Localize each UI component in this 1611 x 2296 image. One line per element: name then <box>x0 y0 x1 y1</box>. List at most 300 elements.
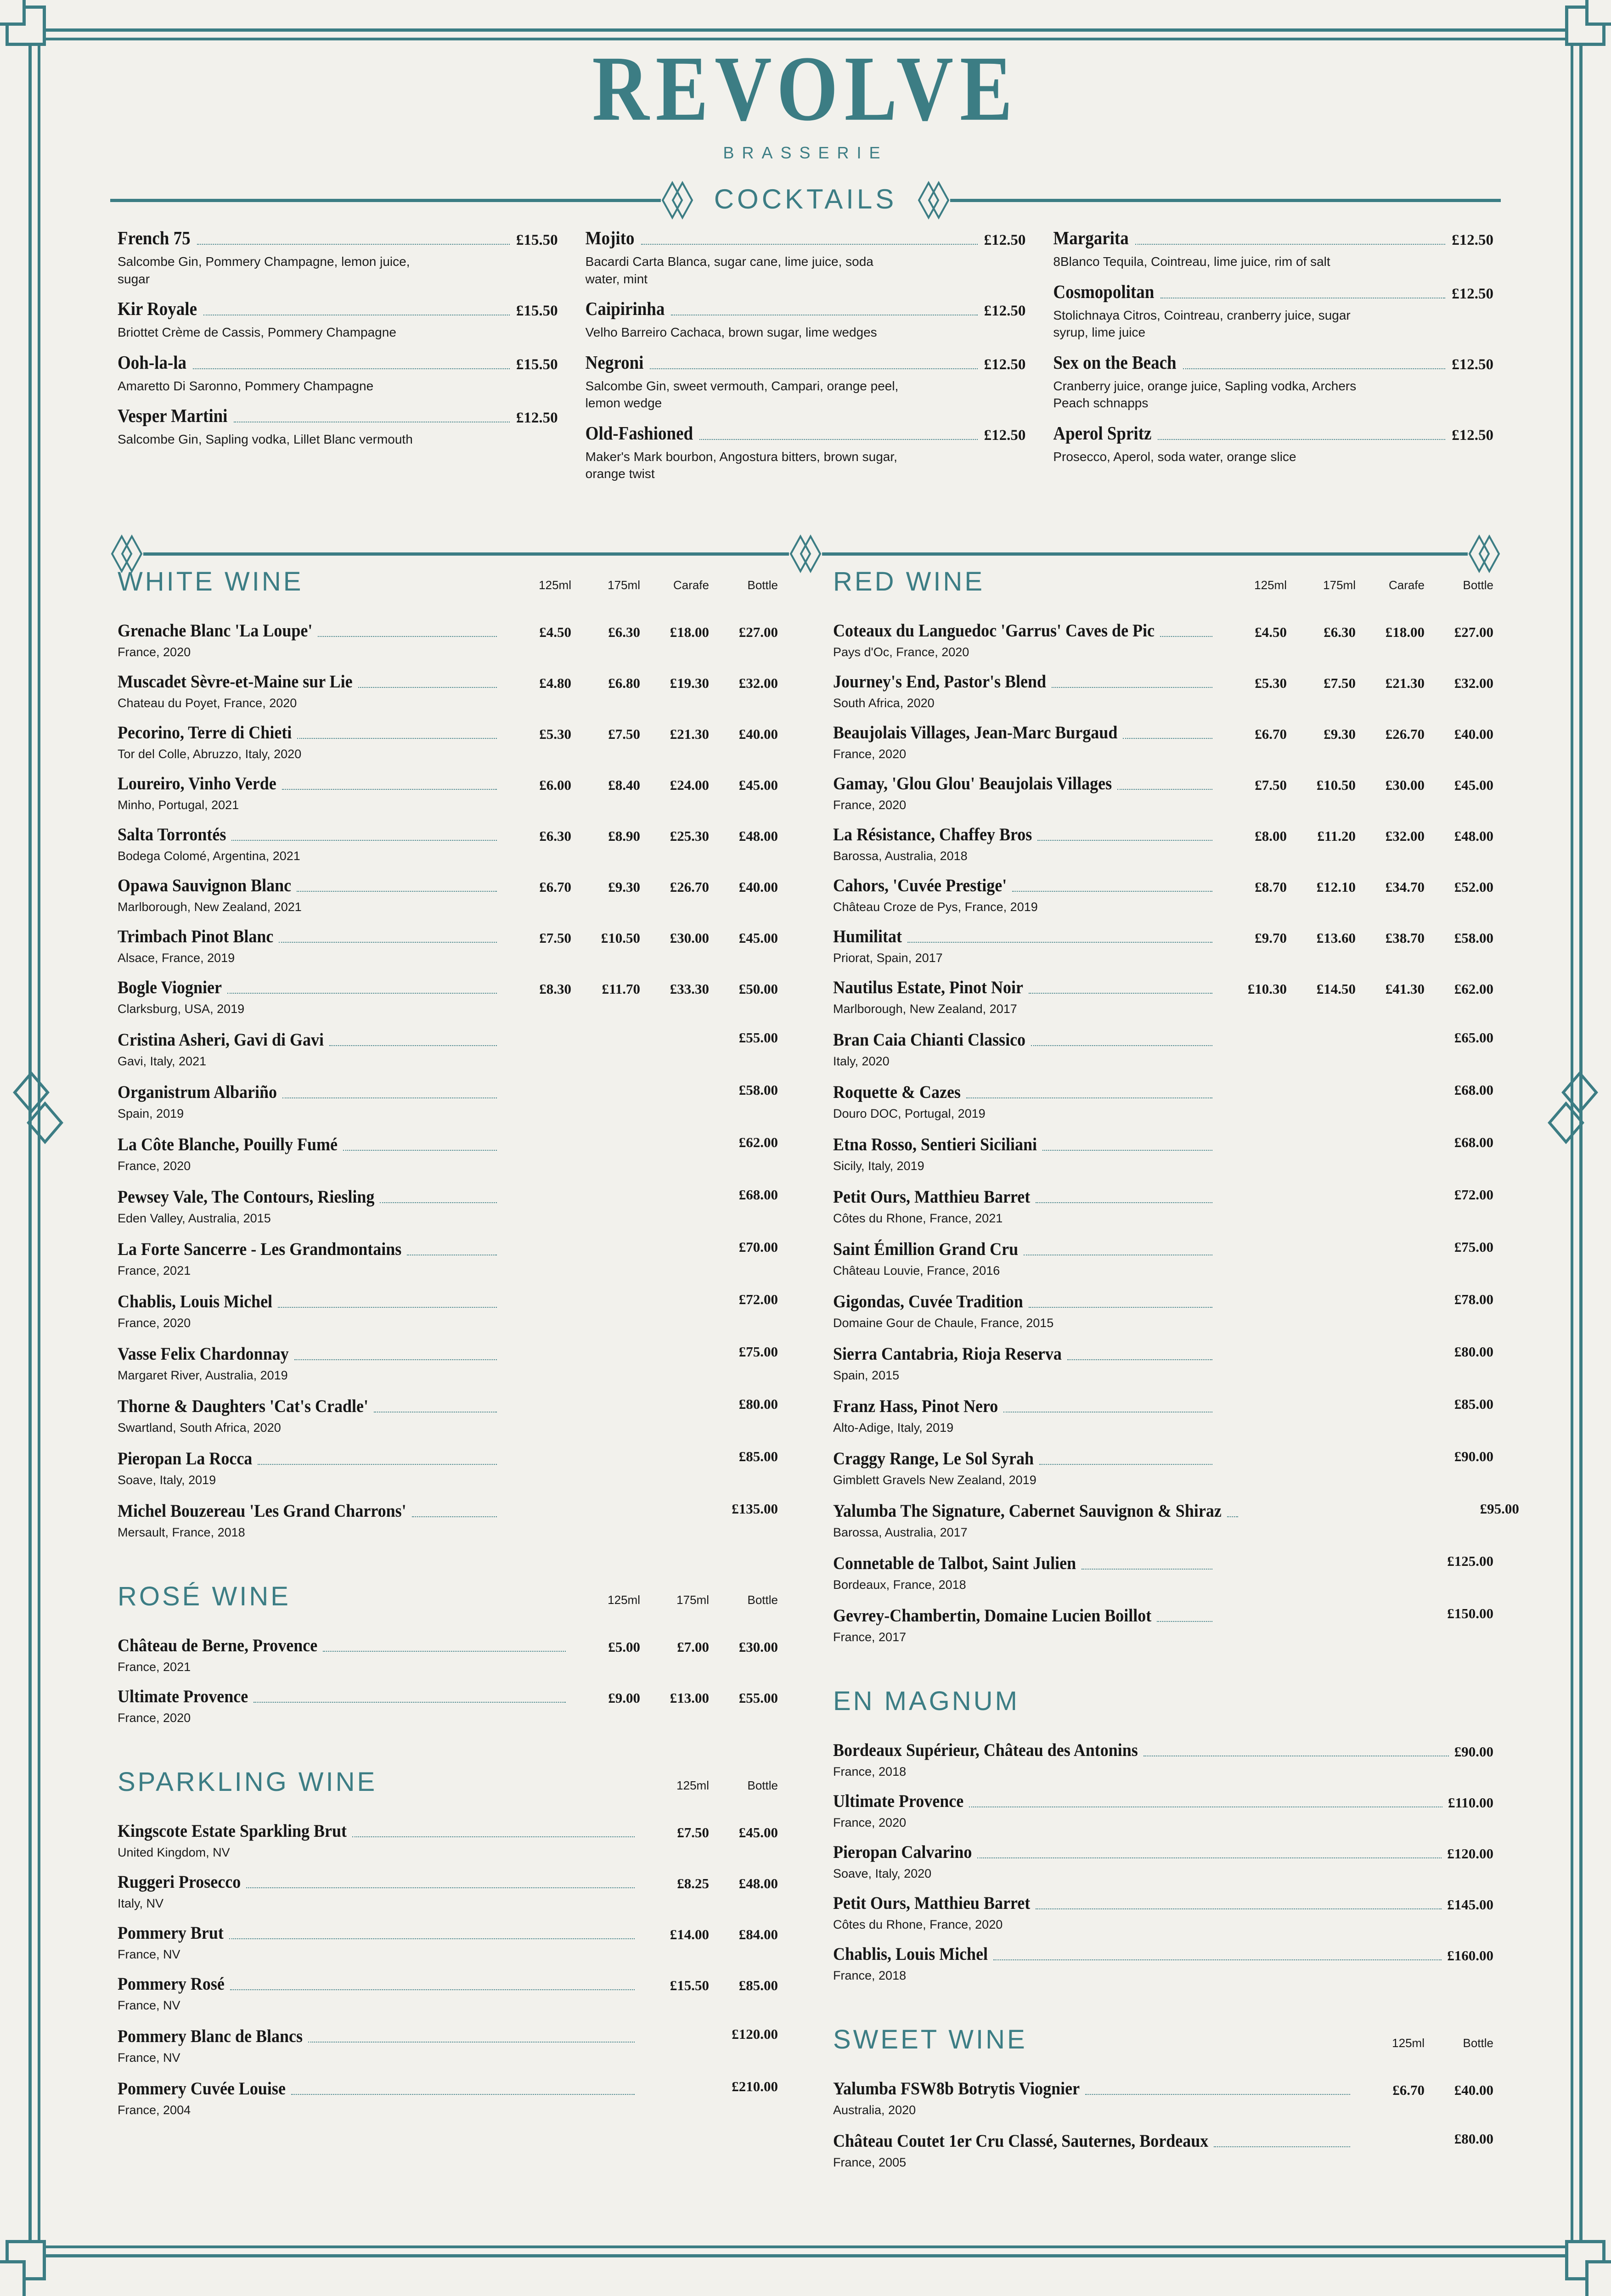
wine-region: France, 2020 <box>118 1159 191 1173</box>
wine-prices <box>502 828 778 844</box>
wine-prices <box>502 726 778 743</box>
wine-price <box>640 1501 709 1517</box>
wine-item <box>833 1082 1493 1121</box>
wine-price: £6.30 <box>539 828 571 844</box>
wine-price <box>1356 1134 1425 1151</box>
wine-price: £58.00 <box>1454 930 1493 946</box>
wine-name: Cristina Asheri, Gavi di Gavi <box>118 1029 324 1050</box>
wine-item <box>833 1134 1493 1173</box>
wine-price: £8.40 <box>608 777 640 793</box>
cocktail-name: Aperol Spritz <box>1053 422 1152 444</box>
wine-price <box>1356 1291 1425 1308</box>
wine-item <box>118 877 778 914</box>
leader-dots <box>1160 636 1212 637</box>
leader-dots <box>197 244 510 245</box>
wine-price <box>1218 1553 1287 1570</box>
section-title: RED WINE <box>833 567 985 597</box>
leader-dots <box>253 1702 566 1703</box>
wine-region: Marlborough, New Zealand, 2021 <box>118 900 302 914</box>
wine-region: France, 2020 <box>118 1711 191 1725</box>
wine-region: Soave, Italy, 2019 <box>118 1473 216 1487</box>
wine-name: Gevrey-Chambertin, Domaine Lucien Boillot <box>833 1605 1152 1626</box>
wine-item-head <box>118 1448 778 1470</box>
wine-item-head <box>833 673 1493 693</box>
leader-dots <box>1029 1307 1212 1308</box>
wine-column-left <box>118 568 778 2183</box>
wine-region: Minho, Portugal, 2021 <box>118 798 239 812</box>
wine-region: Barossa, Australia, 2017 <box>833 1525 968 1539</box>
section-title: ROSÉ WINE <box>118 1581 291 1611</box>
leader-dots <box>1039 1464 1212 1465</box>
wine-price: £27.00 <box>1454 624 1493 640</box>
wine-price: £85.00 <box>1454 1396 1493 1412</box>
wine-item <box>833 1894 1493 1932</box>
wine-region: France, 2005 <box>833 2155 907 2169</box>
leader-dots <box>282 789 497 790</box>
wine-price <box>640 1291 709 1308</box>
wine-region: France, 2004 <box>118 2103 191 2117</box>
wine-item-head <box>118 877 778 897</box>
wine-name: Grenache Blanc 'La Loupe' <box>118 620 313 641</box>
cocktail-description: 8Blanco Tequila, Cointreau, lime juice, rim of salt <box>1053 254 1330 269</box>
cocktail-name: Negroni <box>585 352 644 373</box>
wine-price: £8.90 <box>608 828 640 844</box>
leader-dots <box>358 687 497 688</box>
wine-price <box>1312 1501 1381 1517</box>
price-column-header: 175ml <box>676 1593 709 1607</box>
leader-dots <box>1067 1359 1212 1360</box>
wine-price: £8.25 <box>677 1875 709 1891</box>
wine-price: £30.00 <box>670 930 709 946</box>
section-spacer <box>833 1658 1493 1688</box>
price-column-header: Bottle <box>747 578 778 592</box>
leader-dots <box>907 942 1212 943</box>
wine-prices <box>502 1187 778 1203</box>
price-column-header: Bottle <box>1463 2036 1493 2050</box>
cocktail-description: Salcombe Gin, Sapling vodka, Lillet Blanc vermouth <box>118 432 413 447</box>
wine-item-head <box>118 724 778 744</box>
leader-dots <box>1123 738 1212 739</box>
wine-price <box>1218 1239 1287 1255</box>
wine-item-head <box>833 1134 1493 1156</box>
wine-item <box>118 1637 778 1674</box>
wine-prices <box>1218 1187 1493 1203</box>
leader-dots <box>1052 687 1212 688</box>
wine-price: £12.10 <box>1316 879 1356 895</box>
wine-item-head <box>118 1396 778 1418</box>
cocktail-price: £12.50 <box>1452 232 1494 248</box>
wine-price <box>1287 1030 1356 1046</box>
leader-dots <box>230 1989 635 1990</box>
wine-region: France, 2021 <box>118 1660 191 1674</box>
cocktail-name: Cosmopolitan <box>1053 281 1155 303</box>
wine-price: £6.70 <box>1255 726 1287 742</box>
menu-header <box>0 37 1611 163</box>
corner-square-icon <box>1585 0 1611 26</box>
leader-dots <box>308 2042 635 2043</box>
leader-dots <box>279 942 497 943</box>
wine-item <box>118 826 778 863</box>
wine-prices <box>1448 1795 1493 1811</box>
wine-price: £90.00 <box>1454 1744 1493 1760</box>
corner-ornament-bottom-left <box>0 2209 77 2296</box>
wine-prices <box>640 1824 778 1841</box>
wine-price: £6.70 <box>1392 2082 1425 2098</box>
wine-item-head <box>833 1291 1493 1313</box>
wine-price: £6.80 <box>608 675 640 691</box>
wine-item <box>118 673 778 710</box>
wine-item <box>118 1134 778 1173</box>
wine-price <box>1287 1396 1356 1412</box>
diamond-ornament-icon <box>660 179 695 221</box>
brand-subtitle: BRASSERIE <box>723 143 888 162</box>
cocktail-item <box>1053 283 1493 341</box>
wine-prices <box>1218 624 1493 641</box>
wine-name: Opawa Sauvignon Blanc <box>118 875 292 895</box>
wine-item-head <box>118 928 778 948</box>
wine-price: £80.00 <box>738 1396 778 1412</box>
wine-prices <box>1218 1448 1493 1465</box>
leader-dots <box>297 738 497 739</box>
wine-price: £145.00 <box>1447 1896 1493 1913</box>
price-column-header: 125ml <box>676 1778 709 1792</box>
wine-item <box>833 1448 1493 1487</box>
wine-region: Italy, NV <box>118 1896 164 1910</box>
wine-item <box>833 1605 1493 1644</box>
wine-price: £30.00 <box>1385 777 1425 793</box>
wine-price <box>1218 1030 1287 1046</box>
wine-price <box>571 1448 640 1465</box>
wine-region: Bordeaux, France, 2018 <box>833 1578 966 1592</box>
cocktail-description: Maker's Mark bourbon, Angostura bitters, brown sugar, orange twist <box>585 449 897 481</box>
cocktail-head <box>118 227 558 249</box>
wine-price: £15.50 <box>670 1977 709 1993</box>
wine-prices <box>1218 828 1493 844</box>
wine-name: Organistrum Albariño <box>118 1081 277 1102</box>
wine-price: £95.00 <box>1480 1501 1519 1517</box>
leader-dots <box>1158 439 1445 440</box>
wine-prices <box>1218 1134 1493 1151</box>
price-column-header: Bottle <box>747 1778 778 1792</box>
corner-square-icon <box>6 6 46 46</box>
cocktail-head <box>585 422 1026 445</box>
cocktail-price: £12.50 <box>984 232 1026 248</box>
wine-region: France, 2018 <box>833 1969 907 1982</box>
cocktail-name: Mojito <box>585 227 635 249</box>
wine-price <box>502 1030 571 1046</box>
wine-region: Spain, 2019 <box>118 1107 184 1120</box>
wine-prices <box>640 2026 778 2043</box>
wine-item-head <box>833 1187 1493 1208</box>
wine-price: £34.70 <box>1385 879 1425 895</box>
wine-price <box>502 1239 571 1255</box>
wine-prices <box>1218 726 1493 743</box>
wine-item <box>118 1688 778 1725</box>
price-column-header: 125ml <box>1392 2036 1425 2050</box>
wine-price: £68.00 <box>738 1187 778 1203</box>
wine-region: Eden Valley, Australia, 2015 <box>118 1211 271 1225</box>
wine-price: £7.00 <box>677 1639 709 1655</box>
wine-region: Côtes du Rhone, France, 2021 <box>833 1211 1003 1225</box>
wine-item <box>833 622 1493 659</box>
price-column-headers <box>291 1593 778 1610</box>
wine-item-head <box>833 622 1493 642</box>
wine-prices <box>640 1875 778 1892</box>
wine-price <box>1356 1396 1425 1412</box>
wine-region: Mersault, France, 2018 <box>118 1525 245 1539</box>
wine-price <box>1356 2131 1425 2147</box>
wine-item-head <box>833 1500 1519 1522</box>
wine-name: Kingscote Estate Sparkling Brut <box>118 1820 347 1841</box>
wine-price <box>1287 1187 1356 1203</box>
wine-prices <box>502 777 778 793</box>
wine-price <box>1218 1187 1287 1203</box>
wine-price: £68.00 <box>1454 1082 1493 1098</box>
cocktail-head <box>1053 422 1494 445</box>
wine-name: Vasse Felix Chardonnay <box>118 1343 289 1364</box>
wine-name: Loureiro, Vinho Verde <box>118 773 276 793</box>
wine-item <box>833 1945 1493 1983</box>
wine-name: Ruggeri Prosecco <box>118 1871 241 1892</box>
cocktail-name: Old-Fashioned <box>585 422 693 444</box>
leader-dots <box>231 840 497 841</box>
wine-item-head <box>833 877 1493 897</box>
cocktail-price: £15.50 <box>516 232 558 248</box>
cocktail-price: £12.50 <box>984 356 1026 373</box>
wine-prices <box>640 1977 778 1994</box>
wine-price <box>640 1344 709 1360</box>
cocktail-description: Prosecco, Aperol, soda water, orange slice <box>1053 449 1296 464</box>
leader-dots <box>318 636 497 637</box>
leader-dots <box>329 1045 497 1046</box>
wine-price: £6.30 <box>608 624 640 640</box>
wine-price <box>1218 1134 1287 1151</box>
wine-item <box>833 2080 1493 2117</box>
wine-price <box>1218 1396 1287 1412</box>
leader-dots <box>1036 1908 1442 1909</box>
cocktail-name: Kir Royale <box>118 298 197 320</box>
wine-price: £9.00 <box>608 1690 640 1706</box>
wine-prices <box>640 2078 778 2095</box>
wine-name: Pieropan La Rocca <box>118 1448 253 1469</box>
wine-item <box>118 979 778 1016</box>
wine-price: £7.50 <box>677 1824 709 1840</box>
wine-price <box>1356 1344 1425 1360</box>
wine-price <box>640 1239 709 1255</box>
wine-name: Gigondas, Cuvée Tradition <box>833 1291 1023 1311</box>
price-column-header: 125ml <box>608 1593 640 1607</box>
wine-price: £7.50 <box>539 930 571 946</box>
wine-prices <box>1218 1291 1493 1308</box>
cocktail-item <box>118 227 558 287</box>
wine-price <box>1244 1501 1312 1517</box>
wine-prices <box>1218 1553 1493 1570</box>
wine-item-head <box>833 979 1493 999</box>
wine-price <box>502 1396 571 1412</box>
cocktail-head <box>118 300 558 320</box>
wine-prices <box>1218 675 1493 692</box>
cocktail-name: French 75 <box>118 227 191 249</box>
leader-dots <box>1036 1202 1212 1203</box>
wine-price: £4.50 <box>539 624 571 640</box>
wine-item-head <box>833 1945 1493 1965</box>
wine-prices <box>502 1501 778 1517</box>
wine-prices <box>1447 1846 1493 1862</box>
wine-item-head <box>833 1792 1493 1812</box>
leader-dots <box>227 993 497 994</box>
wine-name: Roquette & Cazes <box>833 1081 961 1102</box>
leader-dots <box>1117 789 1212 790</box>
wine-name: Cahors, 'Cuvée Prestige' <box>833 875 1007 895</box>
wine-item-head <box>118 1924 778 1944</box>
wine-price <box>502 1291 571 1308</box>
leader-dots <box>343 1150 497 1151</box>
wine-item-head <box>118 1082 778 1103</box>
wine-price: £4.80 <box>539 675 571 691</box>
wine-region: France, 2020 <box>118 1316 191 1330</box>
wine-prices <box>502 981 778 997</box>
wine-name: Michel Bouzereau 'Les Grand Charrons' <box>118 1500 406 1521</box>
wine-item-head <box>833 1741 1493 1761</box>
wine-price <box>640 2078 709 2095</box>
wine-price <box>571 1291 640 1308</box>
corner-ornament-bottom-right <box>1534 2209 1611 2296</box>
wine-price <box>571 1030 640 1046</box>
section-header-sparkling-wine <box>118 1769 778 1795</box>
wine-item <box>833 2131 1493 2170</box>
wine-price: £41.30 <box>1385 981 1425 997</box>
cocktail-name: Margarita <box>1053 227 1129 249</box>
cocktail-item <box>585 422 1026 483</box>
wine-price: £4.50 <box>1255 624 1287 640</box>
wine-item <box>118 1030 778 1069</box>
cocktail-item <box>586 354 1026 412</box>
wine-price: £32.00 <box>1385 828 1425 844</box>
wine-price <box>1287 1239 1356 1255</box>
wine-price: £10.30 <box>1247 981 1287 997</box>
wine-price: £48.00 <box>738 1875 778 1891</box>
wine-price: £65.00 <box>1454 1030 1493 1046</box>
wine-prices <box>1218 930 1493 946</box>
wine-item <box>833 826 1493 863</box>
cocktail-name: Caipirinha <box>585 298 665 320</box>
cocktail-price: £12.50 <box>1452 356 1494 373</box>
wine-item-head <box>833 1239 1493 1261</box>
cocktail-description: Bacardi Carta Blanca, sugar cane, lime juice, soda water, mint <box>585 254 873 286</box>
cocktails-column-2 <box>585 227 1026 495</box>
wine-item-head <box>118 775 778 795</box>
wine-item-head <box>833 1605 1493 1627</box>
wine-price: £84.00 <box>738 1926 778 1942</box>
leader-dots <box>1135 244 1446 245</box>
section-spacer <box>118 1739 778 1769</box>
wine-price: £6.30 <box>1324 624 1356 640</box>
wine-price <box>571 1082 640 1098</box>
wine-name: Craggy Range, Le Sol Syrah <box>833 1448 1034 1469</box>
wine-item-head <box>118 979 778 999</box>
wine-price: £18.00 <box>670 624 709 640</box>
cocktail-item <box>1053 354 1493 412</box>
wine-price <box>1218 1448 1287 1465</box>
wine-name: Bran Caia Chianti Classico <box>833 1029 1026 1050</box>
wine-price: £50.00 <box>738 981 778 997</box>
wine-price <box>640 2026 709 2043</box>
cocktail-head <box>118 354 558 374</box>
wine-item-head <box>118 1134 778 1156</box>
leader-dots <box>1031 1045 1212 1046</box>
wine-price <box>502 1134 571 1151</box>
wine-price <box>502 1187 571 1203</box>
cocktail-item <box>118 354 558 395</box>
leader-dots <box>650 368 977 369</box>
leader-dots <box>258 1464 497 1465</box>
wine-prices <box>1244 1501 1519 1517</box>
wine-item-head <box>833 928 1493 948</box>
brand-title: REVOLVE <box>592 37 1019 141</box>
cocktail-price: £12.50 <box>1452 427 1494 444</box>
wine-price <box>1218 1344 1287 1360</box>
wine-price: £21.30 <box>670 726 709 742</box>
wine-name: Chablis, Louis Michel <box>118 1291 273 1311</box>
wine-prices <box>1356 2082 1493 2099</box>
wine-price: £10.50 <box>601 930 640 946</box>
cocktail-item <box>1053 422 1494 466</box>
wine-item <box>833 1030 1493 1069</box>
rule-line-right <box>950 199 1501 202</box>
wine-price: £38.70 <box>1385 930 1425 946</box>
wine-column-right <box>833 567 1519 2183</box>
wine-item <box>833 1344 1493 1383</box>
wine-price: £19.30 <box>670 675 709 691</box>
leader-dots <box>1082 1569 1212 1570</box>
wine-region: Château Croze de Pys, France, 2019 <box>833 900 1038 914</box>
wine-prices <box>571 1690 778 1706</box>
cocktail-name: Ooh-la-la <box>118 352 187 373</box>
wine-price: £7.50 <box>1324 675 1356 691</box>
side-diamond-ornament-left <box>13 1064 63 1151</box>
wine-prices <box>502 1082 778 1098</box>
wine-price <box>502 1448 571 1465</box>
leader-dots <box>229 1938 635 1939</box>
leader-dots <box>1037 840 1212 841</box>
wine-item <box>833 1792 1493 1830</box>
wine-item-head <box>118 1822 778 1842</box>
cocktail-description: Amaretto Di Saronno, Pommery Champagne <box>118 378 374 393</box>
wine-prices <box>1356 2131 1493 2147</box>
wine-price: £25.30 <box>670 828 709 844</box>
wine-name: La Résistance, Chaffey Bros <box>833 824 1032 844</box>
wine-region: South Africa, 2020 <box>833 696 935 710</box>
wine-price: £90.00 <box>1454 1448 1493 1464</box>
wine-region: France, 2020 <box>833 1816 907 1829</box>
wine-price: £48.00 <box>738 828 778 844</box>
wine-name: Salta Torrontés <box>118 824 226 844</box>
wine-region: Pays d'Oc, France, 2020 <box>833 645 969 659</box>
wine-price: £13.00 <box>670 1690 709 1706</box>
wine-item-head <box>118 1344 778 1365</box>
wine-item <box>833 775 1493 812</box>
wine-price: £160.00 <box>1447 1947 1493 1964</box>
wine-price: £75.00 <box>1454 1239 1493 1255</box>
wine-prices <box>502 1239 778 1255</box>
cocktail-item <box>586 300 1026 341</box>
wine-prices <box>502 624 778 641</box>
wine-price: £7.50 <box>1255 777 1287 793</box>
wine-name: Muscadet Sèvre-et-Maine sur Lie <box>118 671 353 692</box>
wine-name: Nautilus Estate, Pinot Noir <box>833 977 1023 997</box>
wine-price: £45.00 <box>738 777 778 793</box>
wine-name: Bogle Viognier <box>118 977 222 997</box>
